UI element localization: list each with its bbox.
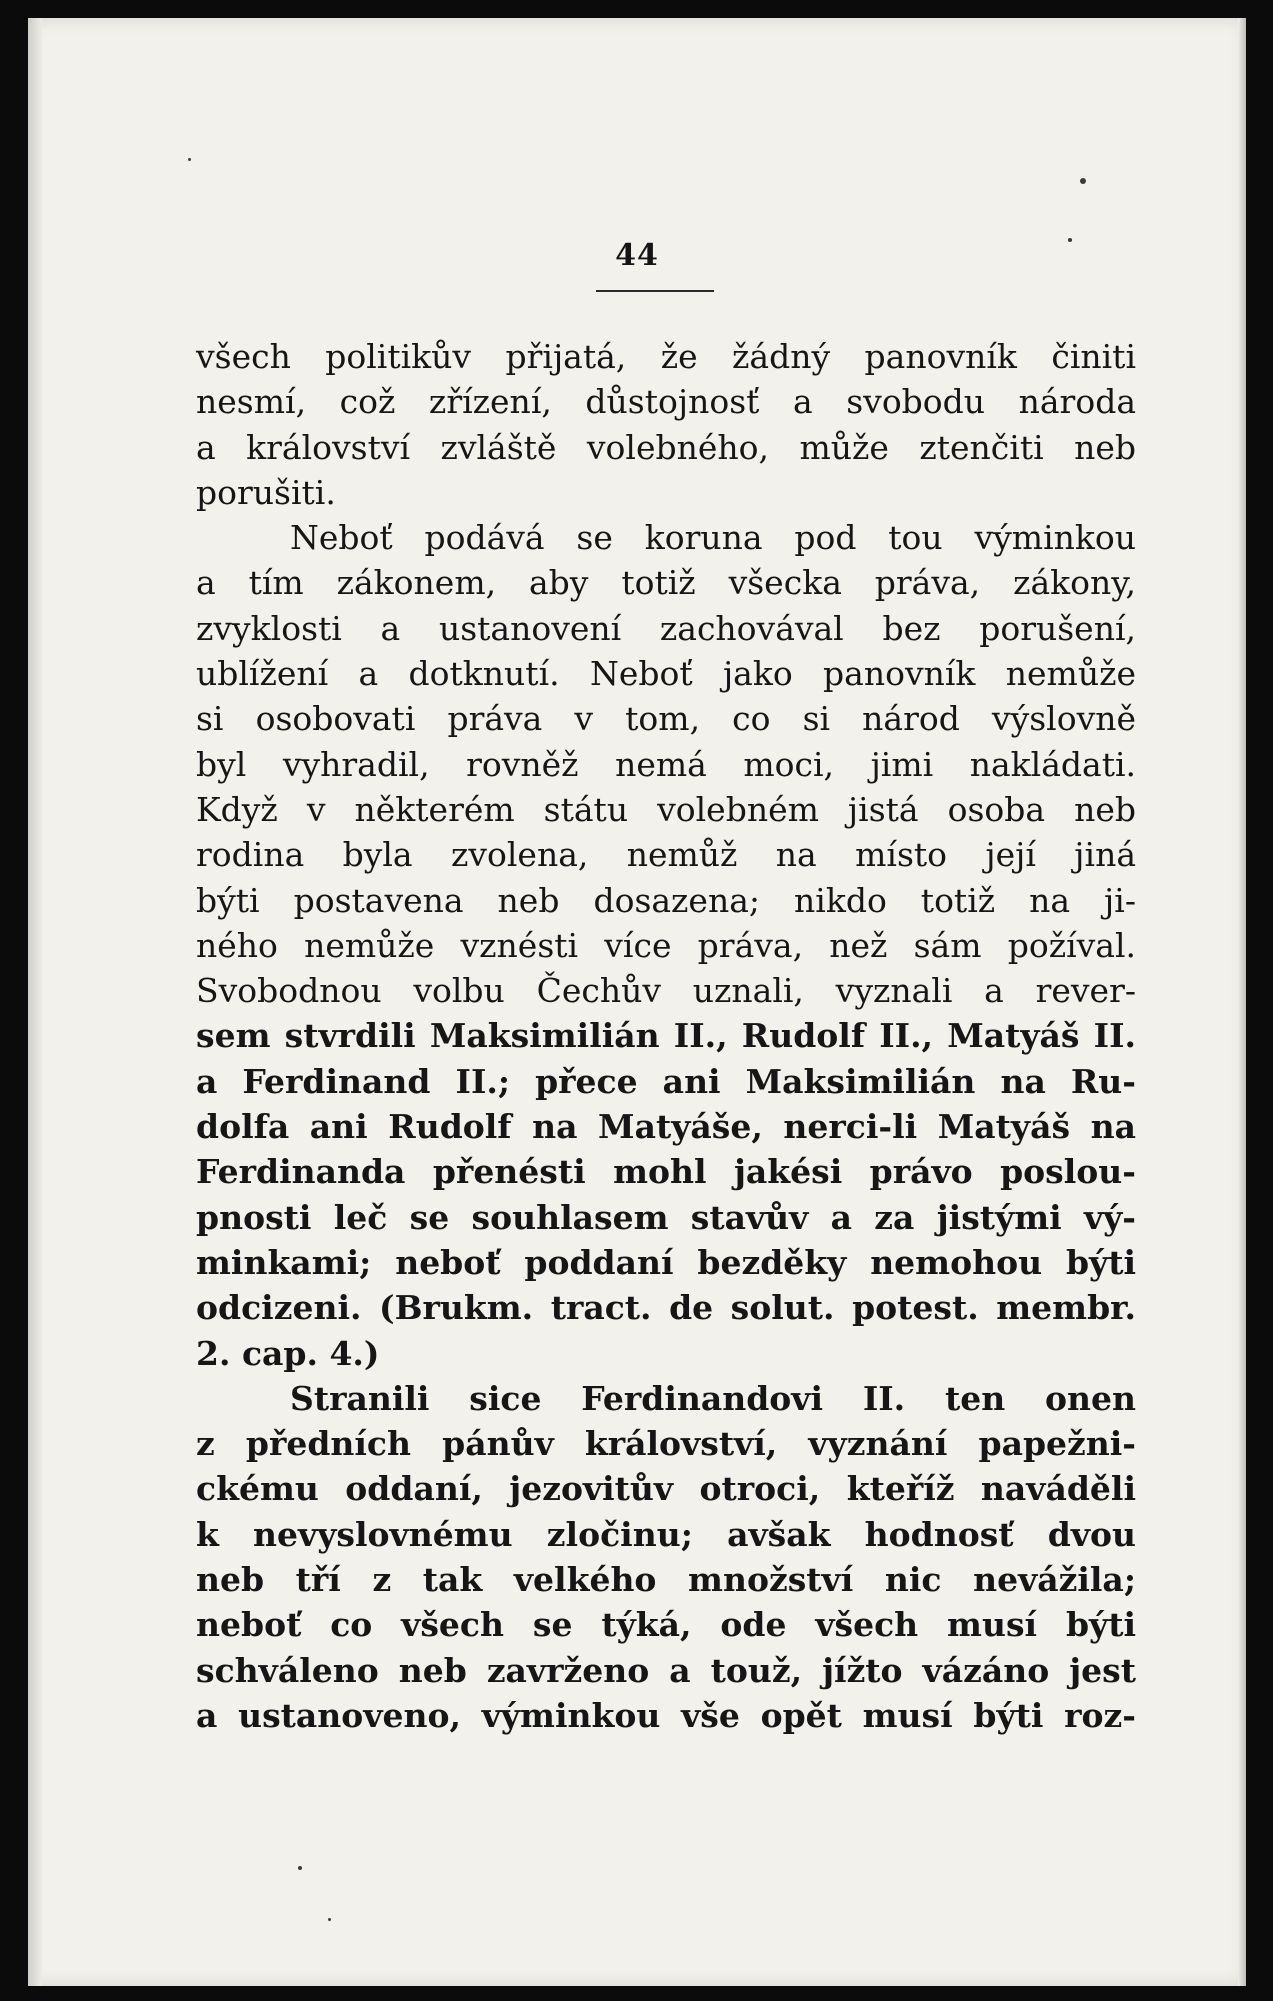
text-line: ublížení a dotknutí. Neboť jako panovník nemůže <box>196 654 1136 694</box>
text-line: neboť co všech se týká, ode všech musí býti <box>196 1605 1136 1645</box>
text-line: neb tří z tak velkého množství nic nevážila; <box>196 1560 1136 1600</box>
text-line: schváleno neb zavrženo a touž, jížto vázáno jest <box>196 1650 1136 1690</box>
text-line: odcizeni. (Brukm. tract. de solut. potest. membr. <box>196 1288 1136 1328</box>
text-line: si osobovati práva v tom, co si národ výslovně <box>196 699 1136 739</box>
text-line: ckému oddaní, jezovitův otroci, kteříž naváděli <box>196 1469 1136 1509</box>
text-line: a tím zákonem, aby totiž všecka práva, zákony, <box>196 563 1136 603</box>
text-line: Stranili sice Ferdinandovi II. ten onen <box>290 1378 1136 1418</box>
text-line: k nevyslovnému zločinu; avšak hodnosť dvou <box>196 1514 1136 1554</box>
text-line: rodina byla zvolena, nemůž na místo její jiná <box>196 835 1136 875</box>
print-speck <box>328 1918 331 1921</box>
print-speck <box>1080 178 1086 184</box>
text-line: dolfa ani Rudolf na Matyáše, nerci-li Matyáš na <box>196 1107 1136 1147</box>
text-line: porušiti. <box>196 472 336 512</box>
text-line: Ferdinanda přenésti mohl jakési právo poslou- <box>196 1152 1136 1192</box>
text-line: pnosti leč se souhlasem stavův a za jistými vý- <box>196 1197 1136 1237</box>
text-line: Když v některém státu volebném jistá osoba neb <box>196 789 1136 829</box>
text-line: zvyklosti a ustanovení zachovával bez porušení, <box>196 608 1136 648</box>
page-number: 44 <box>615 238 659 273</box>
text-line: z předních pánův království, vyznání papežni- <box>196 1424 1136 1464</box>
text-line: minkami; neboť poddaní bezděky nemohou býti <box>196 1242 1136 1282</box>
page-right-edge <box>1238 18 1246 1986</box>
page-left-edge <box>28 18 42 1986</box>
print-speck <box>298 1866 302 1870</box>
text-line: nesmí, což zřízení, důstojnosť a svobodu národa <box>196 382 1136 422</box>
print-speck <box>188 158 191 161</box>
text-line: a ustanoveno, výminkou vše opět musí býti roz- <box>196 1695 1136 1735</box>
book-page <box>28 18 1246 1986</box>
text-line: všech politikův přijatá, že žádný panovník činiti <box>196 337 1136 376</box>
text-line: a království zvláště volebného, může ztenčiti neb <box>196 427 1136 467</box>
text-line: a Ferdinand II.; přece ani Maksimilián na Ru- <box>196 1061 1136 1101</box>
text-line: sem stvrdili Maksimilián II., Rudolf II., Matyáš II. <box>196 1016 1136 1056</box>
text-line: 2. cap. 4.) <box>196 1333 380 1373</box>
text-line: ného nemůže vznésti více práva, než sám požíval. <box>196 925 1136 965</box>
body-text <box>196 334 1136 1738</box>
text-line: Neboť podává se koruna pod tou výminkou <box>290 518 1136 558</box>
text-line: byl vyhradil, rovněž nemá moci, jimi nakládati. <box>196 744 1136 784</box>
text-line: Svobodnou volbu Čechův uznali, vyznali a rever- <box>196 971 1136 1011</box>
text-line: býti postavena neb dosazena; nikdo totiž na ji- <box>196 880 1136 920</box>
page-number-rule <box>596 290 714 292</box>
print-speck <box>1068 238 1072 242</box>
